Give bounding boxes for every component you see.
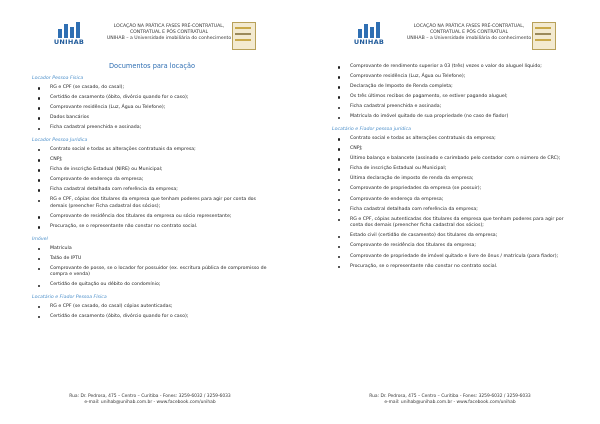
page-header bbox=[300, 22, 600, 50]
right-top-list bbox=[332, 64, 572, 121]
right-page bbox=[300, 0, 600, 424]
page-title: Documentos para locação bbox=[108, 62, 196, 70]
list-item: Os três últimos recibos de pagamento, se estiver pagando aluguel; bbox=[332, 94, 572, 101]
building-icon bbox=[358, 22, 380, 38]
list-item: Comprovante de endereço da empresa; bbox=[332, 197, 572, 204]
list-item: Estado civil (certidão de casamento) dos titulares da empresa; bbox=[332, 233, 572, 240]
list-item: Ficha cadastral preenchida e assinada; bbox=[32, 125, 272, 132]
list-item: Comprovante de endereço da empresa; bbox=[32, 177, 272, 184]
list-item: RG e CPF (se casado, do casal) cópias autenticadas; bbox=[32, 304, 272, 311]
list-item: Ficha de inscrição Estadual ou Municipal; bbox=[332, 166, 572, 173]
header-text: LOCAÇÃO NA PRÁTICA FASES PRÉ-CONTRATUAL, CONTRATUAL E PÓS CONTRATUAL UNIHAB – a Universidade imobiliária do conhecimento bbox=[106, 24, 232, 41]
page-header bbox=[0, 22, 300, 50]
list-item: Comprovante residência (Luz, Água ou Telefone); bbox=[32, 105, 272, 112]
seal-icon bbox=[232, 22, 256, 50]
section-heading: Locador Pessoa Jurídica bbox=[32, 137, 88, 143]
document-list bbox=[32, 85, 272, 132]
document-list bbox=[32, 246, 272, 289]
list-item: RG e CPF, cópias autenticadas dos titulares da empresa que tenham poderes para agir por conta dos demais (preencher ficha cadastral dos sócios); bbox=[332, 217, 572, 230]
list-item: Comprovante de residência dos titulares da empresa; bbox=[332, 243, 572, 250]
right-content bbox=[332, 64, 572, 274]
list-item: Comprovante de residência dos titulares da empresa ou sócio representante; bbox=[32, 214, 272, 221]
page-footer: Rua: Dr. Pedrosa, 475 – Centro – Curitiba - Fones: 3259-6032 / 3259-6033 e-mail: unihab@unihab.com.br - www.facebook.com/unihab bbox=[369, 394, 531, 405]
unihab-logo: UNIHAB bbox=[52, 22, 86, 48]
header-text: LOCAÇÃO NA PRÁTICA FASES PRÉ-CONTRATUAL, CONTRATUAL E PÓS CONTRATUAL UNIHAB – a Universidade imobiliária do conhecimento bbox=[406, 24, 532, 41]
list-item: Matrícula do imóvel quitado de sua propriedade (no caso de fiador) bbox=[332, 114, 572, 121]
section-heading: Locador Pessoa Física bbox=[32, 76, 84, 81]
list-item: Comprovante de propriedade de imóvel quitado e livre de ônus / matrícula (para fiador); bbox=[332, 254, 572, 261]
list-item: Contrato social e todas as alterações contratuais da empresa; bbox=[332, 136, 572, 143]
list-item: Talão de IPTU bbox=[32, 256, 272, 263]
document-list bbox=[32, 304, 272, 321]
list-item: Matrícula bbox=[32, 246, 272, 253]
list-item: Ficha cadastral detalhada com referência da empresa; bbox=[332, 207, 572, 214]
list-item: Ficha cadastral detalhada com referência da empresa; bbox=[32, 187, 272, 194]
list-item: Último balanço e balancete (assinado e carimbado pelo contador com o número de CRC); bbox=[332, 156, 572, 163]
list-item: Certidão de quitação ou débito do condomínio; bbox=[32, 282, 272, 289]
list-item: Última declaração de imposto de renda da empresa; bbox=[332, 176, 572, 183]
list-item: Comprovante de propriedades da empresa (se possuir); bbox=[332, 186, 572, 193]
list-item: Dados bancários bbox=[32, 115, 272, 122]
section-heading: Locatário e Fiador Pessoa Física bbox=[32, 294, 107, 300]
document-list bbox=[32, 147, 272, 231]
list-item: Comprovante residência (Luz, Água ou Telefone); bbox=[332, 74, 572, 81]
list-item: CNPJ; bbox=[32, 157, 272, 164]
building-icon bbox=[58, 22, 80, 38]
list-item: RG e CPF (se casado, do casal); bbox=[32, 85, 272, 92]
list-item: RG e CPF, cópias dos titulares da empresa que tenham poderes para agir por conta dos demais (preencher Ficha cadastral dos sócios); bbox=[32, 197, 272, 210]
list-item: Certidão de casamento (óbito, divórcio quando for o caso); bbox=[32, 95, 272, 102]
left-sections bbox=[32, 76, 272, 320]
list-item: Procuração, se o representante não constar no contrato social. bbox=[332, 264, 572, 271]
section-heading: Locatário e Fiador pessoa jurídica bbox=[332, 126, 411, 132]
document-list bbox=[332, 136, 572, 270]
list-item: Certidão de casamento (óbito, divórcio quando for o caso); bbox=[32, 314, 272, 321]
list-item: Contrato social e todas as alterações contratuais da empresa; bbox=[32, 147, 272, 154]
unihab-logo: UNIHAB bbox=[352, 22, 386, 48]
seal-icon bbox=[532, 22, 556, 50]
list-item: Procuração, se o representante não constar no contrato social. bbox=[32, 224, 272, 231]
list-item: Ficha cadastral preenchida e assinada; bbox=[332, 104, 572, 111]
section-heading: Imóvel bbox=[32, 236, 48, 242]
list-item: Comprovante de posse, se o locador for possuidor (ex. escritura pública de compromisso de compra e venda) bbox=[32, 266, 272, 279]
list-item: Ficha de inscrição Estadual (NIRE) ou Municipal; bbox=[32, 167, 272, 174]
list-item: Declaração de Imposto de Renda completa; bbox=[332, 84, 572, 91]
right-sections bbox=[332, 127, 572, 270]
list-item: Comprovante de rendimento superior a 03 (três) vezes o valor do aluguel líquido; bbox=[332, 64, 572, 71]
page-footer: Rua: Dr. Pedrosa, 475 – Centro – Curitiba - Fones: 3259-6032 / 3259-6033 e-mail: unihab@unihab.com.br - www.facebook.com/unihab bbox=[69, 394, 231, 405]
left-content bbox=[32, 62, 272, 324]
list-item: CNPJ; bbox=[332, 146, 572, 153]
